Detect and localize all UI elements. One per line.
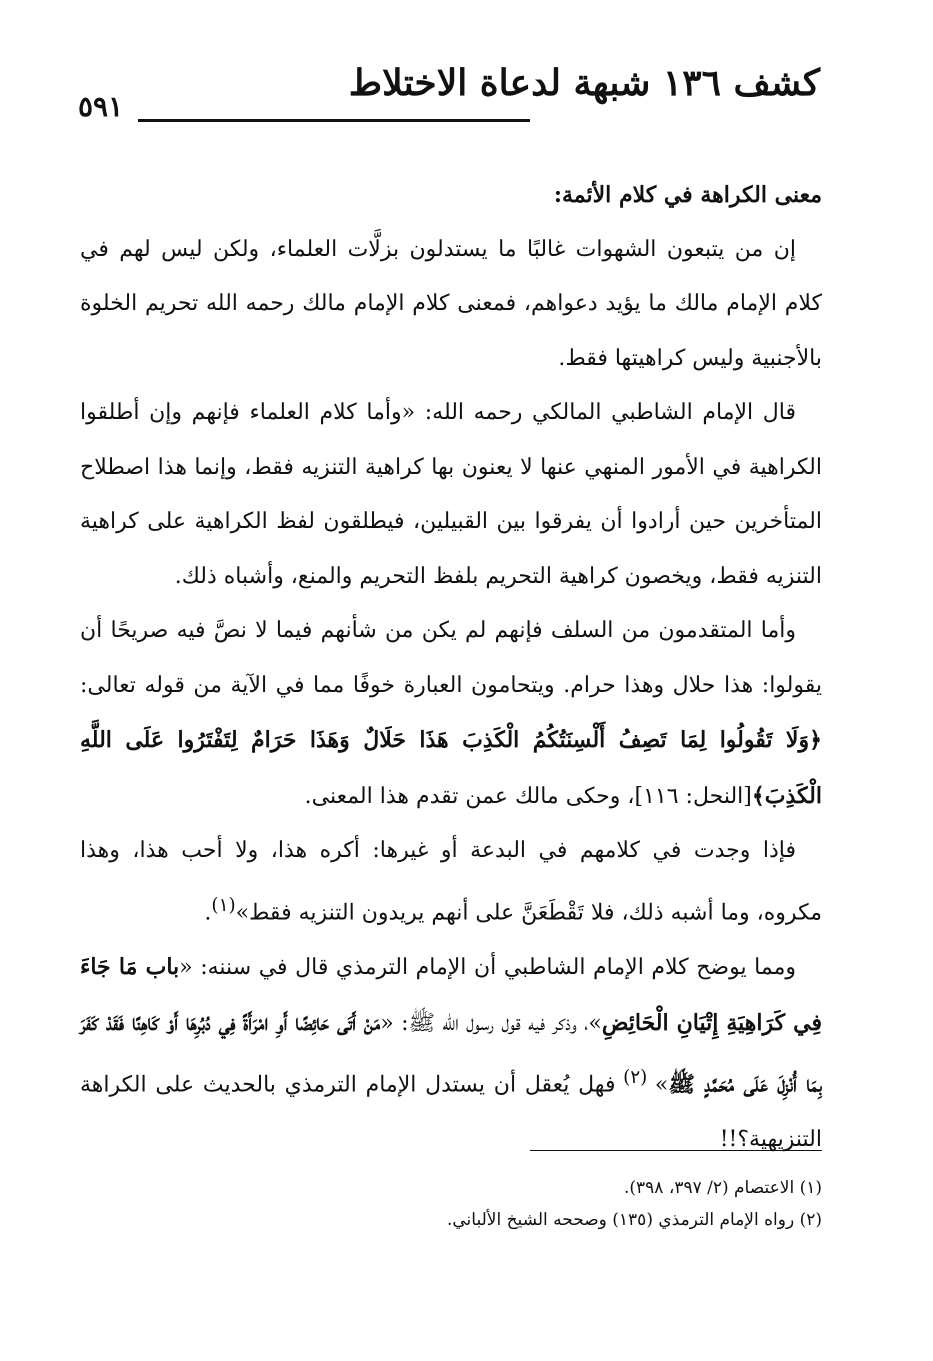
- paragraph-5-end: فهل يُعقل أن يستدل الإمام الترمذي بالحديث على الكراهة التنزيهية؟!!: [80, 1072, 822, 1153]
- paragraph-5: [80, 940, 822, 1167]
- book-title: كشف ١٣٦ شبهة لدعاة الاختلاط: [348, 62, 820, 104]
- footnote-separator: [530, 1150, 822, 1151]
- header-rule: [138, 119, 530, 122]
- footnote-1: (١) الاعتصام (٢/ ٣٩٧، ٣٩٨).: [623, 1178, 822, 1198]
- paragraph-3-intro: وأما المتقدمون من السلف فإنهم لم يكن من شأنهم فيما لا نصَّ فيه صريحًا أن يقولوا: هذا حلال وهذا حرام. ويتحامون العبارة خوفًا مما في الآية من قوله تعالى:: [80, 618, 822, 698]
- paragraph-4-text: فإذا وجدت في كلامهم في البدعة أو غيرها: أكره هذا، ولا أحب هذا، وهذا مكروه، وما أشبه ذلك، فلا تَقْطَعَنَّ على أنهم يريدون التنزيه فقط»: [80, 838, 822, 925]
- paragraph-4-end: .: [204, 899, 212, 925]
- footnote-2: (٢) رواه الإمام الترمذي (١٣٥) وصححه الشيخ الألباني.: [446, 1210, 822, 1230]
- hadith-text: مَنْ أَتَى حَائِضًا أَوِ امْرَأَةً فِي دُبُرِهَا أَوْ كَاهِنًا فَقَدْ كَفَرَ بِمَا أُنْزِلَ عَلَى مُحَمَّدٍ ﷺ: [80, 1009, 823, 1098]
- page-header: [78, 60, 820, 130]
- footnotes: [80, 1172, 822, 1236]
- quran-verse: ﴿وَلَا تَقُولُوا لِمَا تَصِفُ أَلْسِنَتُكُمُ الْكَذِبَ هَذَا حَلَالٌ وَهَذَا حَرَامٌ لِتَفْتَرُوا عَلَى اللَّهِ الْكَذِبَ﴾: [80, 727, 822, 809]
- footnote-marker-1: (١): [211, 894, 236, 916]
- chapter-title: باب مَا جَاءَ فِي كَرَاهِيَةِ إِتْيَانِ الْحَائِضِ: [80, 954, 822, 1036]
- paragraph-5-intro: ومما يوضح كلام الإمام الشاطبي أن الإمام الترمذي قال في سننه: «: [179, 955, 796, 981]
- paragraph-4: [80, 824, 822, 940]
- section-title: معنى الكراهة في كلام الأئمة:: [553, 182, 822, 208]
- main-text: [80, 168, 822, 1168]
- paragraph-2: قال الإمام الشاطبي المالكي رحمه الله: «وأما كلام العلماء فإنهم وإن أطلقوا الكراهية في الأمور المنهي عنها لا يعنون بها كراهية التنزيه فقط، وإنما هذا اصطلاح المتأخرين حين أرادوا أن يفرقوا بين القبيلين، فيطلقون لفظ الكراهية على كراهية التنزيه فقط، ويخصون كراهية التحريم بلفظ التحريم والمنع، وأشباه ذلك.: [80, 400, 822, 589]
- paragraph-5-mid: »، وذكر فيه قول رسول الله ﷺ: «: [380, 1010, 602, 1036]
- page-number: ٥٩١: [78, 90, 124, 123]
- verse-reference: [النحل: ١١٦]: [634, 783, 752, 809]
- paragraph-3: [80, 604, 822, 824]
- paragraph-5-close-quote: »: [654, 1072, 669, 1098]
- footnote-marker-2: (٢): [615, 1067, 655, 1089]
- paragraph-1: إن من يتبعون الشهوات غالبًا ما يستدلون بزلَّات العلماء، ولكن ليس لهم في كلام الإمام مالك ما يؤيد دعواهم، فمعنى كلام الإمام مالك رحمه الله تحريم الخلوة بالأجنبية وليس كراهيتها فقط.: [80, 236, 822, 371]
- paragraph-3-end: ، وحكى مالك عمن تقدم هذا المعنى.: [304, 783, 635, 809]
